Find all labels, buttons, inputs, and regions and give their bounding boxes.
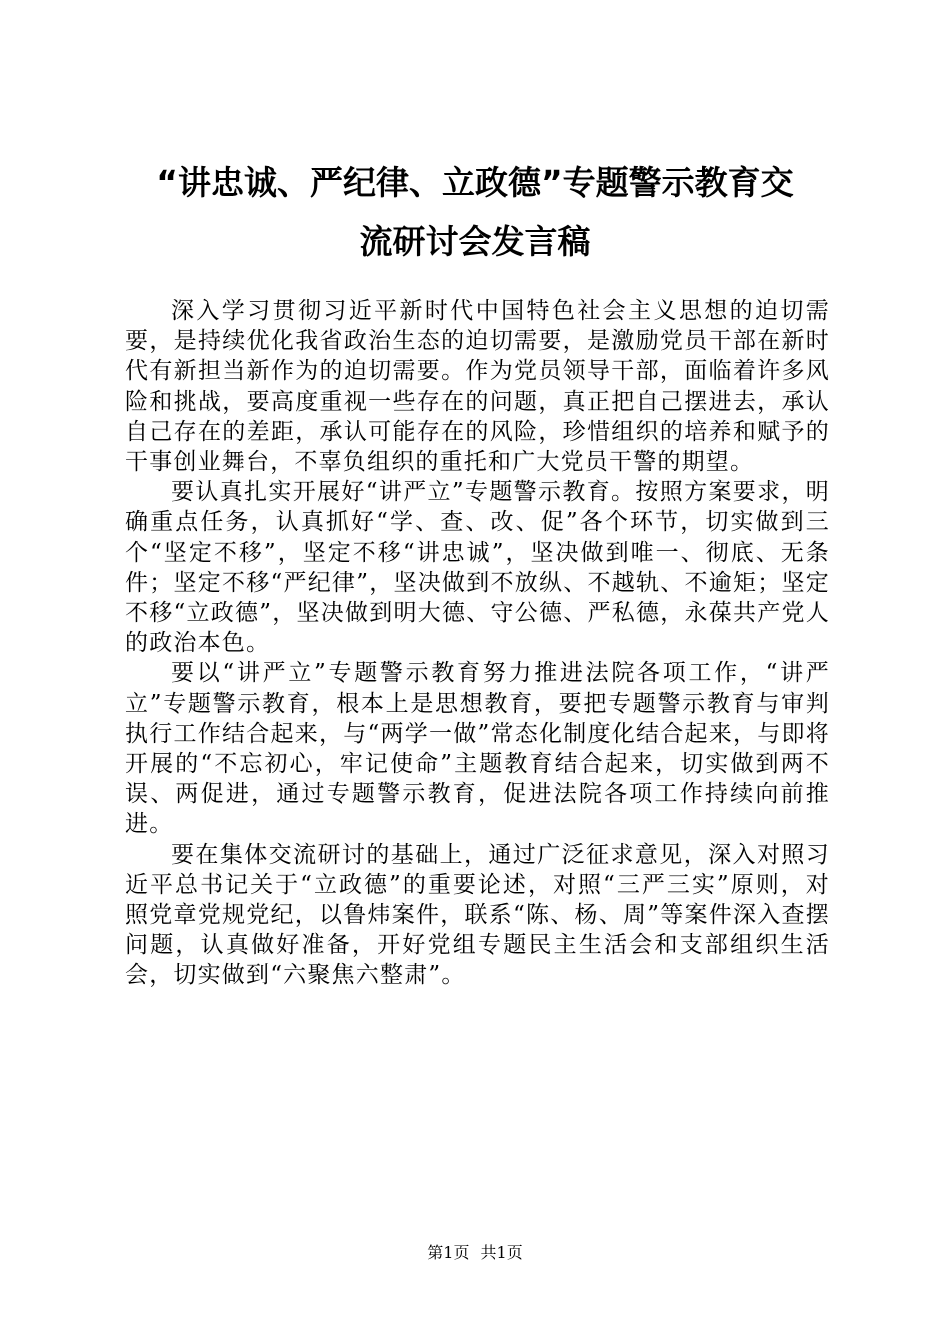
document-body <box>125 296 830 991</box>
document-title-line-2: 流研讨会发言稿 <box>359 222 591 261</box>
body-paragraph-1: 深入学习贯彻习近平新时代中国特色社会主义思想的迫切需要，是持续优化我省政治生态的迫切需要，是激励党员干部在新时代有新担当新作为的迫切需要。作为党员领导干部，面临着许多风险和挑战，要高度重视一些存在的问题，真正把自己摆进去，承认自己存在的差距，承认可能存在的风险，珍惜组织的培养和赋予的干事创业舞台，不辜负组织的重托和广大党员干警的期望。 <box>125 298 830 476</box>
body-paragraph-4: 要在集体交流研讨的基础上，通过广泛征求意见，深入对照习近平总书记关于“立政德”的重要论述，对照“三严三实”原则，对照党章党规党纪，以鲁炜案件，联系“陈、杨、周”等案件深入查摆问题，认真做好准备，开好党组专题民主生活会和支部组织生活会，切实做到“六聚焦六整肃”。 <box>125 841 830 989</box>
page-number: 第1页 <box>427 1243 470 1262</box>
page-total: 共1页 <box>480 1243 523 1262</box>
document-title-line-1: “讲忠诚、严纪律、立政德”专题警示教育交 <box>156 163 794 202</box>
body-paragraph-3: 要以“讲严立”专题警示教育努力推进法院各项工作，“讲严立”专题警示教育，根本上是思想教育，要把专题警示教育与审判执行工作结合起来，与“两学一做”常态化制度化结合起来，与即将开展的“不忘初心，牢记使命”主题教育结合起来，切实做到两不误、两促进，通过专题警示教育，促进法院各项工作持续向前推进。 <box>125 660 830 838</box>
page-footer <box>0 1243 950 1263</box>
body-paragraph-2: 要认真扎实开展好“讲严立”专题警示教育。按照方案要求，明确重点任务，认真抓好“学、查、改、促”各个环节，切实做到三个“坚定不移”，坚定不移“讲忠诚”，坚决做到唯一、彻底、无条件；坚定不移“严纪律”，坚决做到不放纵、不越轨、不逾矩；坚定不移“立政德”，坚决做到明大德、守公德、严私德，永葆共产党人的政治本色。 <box>125 479 830 657</box>
